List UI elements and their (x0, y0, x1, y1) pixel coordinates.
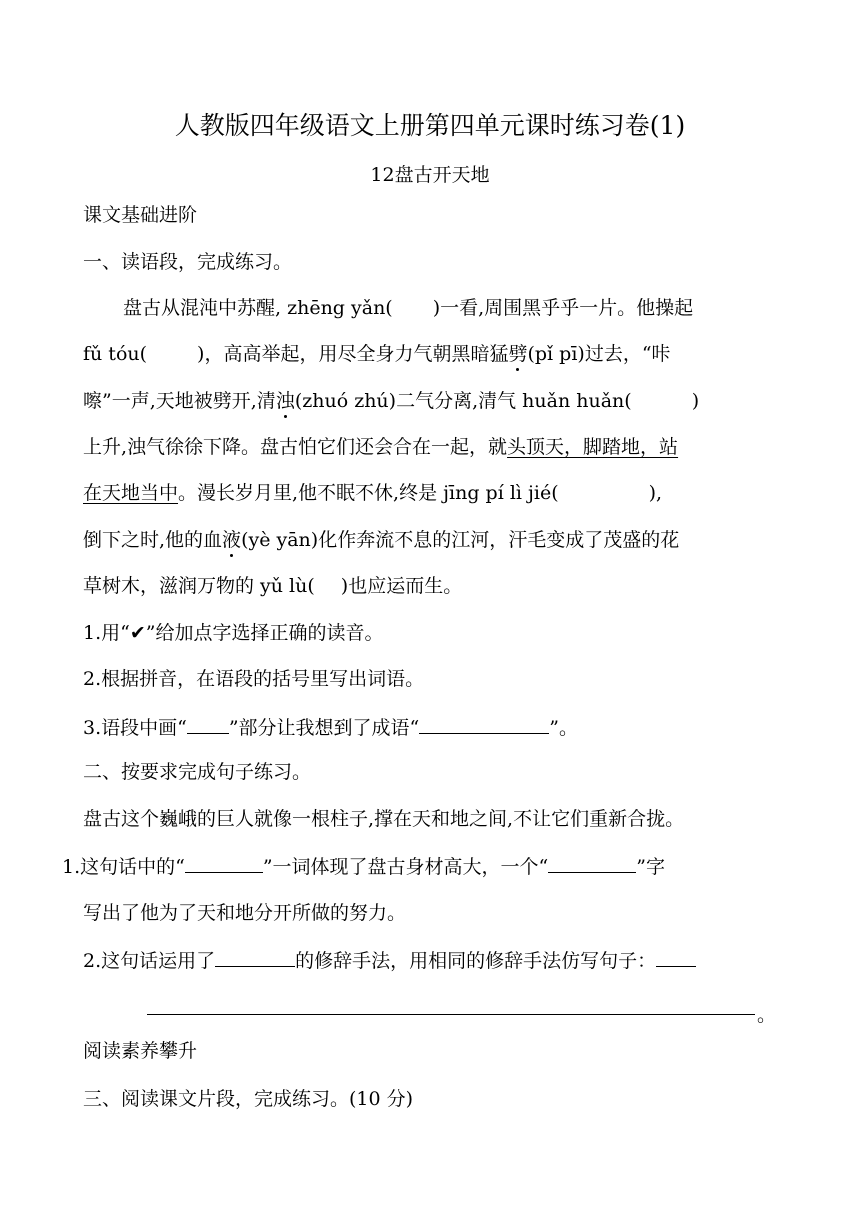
answer-blank[interactable] (419, 717, 549, 734)
answer-blank[interactable] (548, 856, 636, 873)
passage-text: 。漫长岁月里,他不眠不休,终是 jīng pí lì jié( (178, 482, 559, 504)
question-text: 的修辞手法，用相同的修辞手法仿写句子： (295, 950, 657, 972)
passage-text: 嚓”一声,天地被劈开,清 (83, 390, 276, 412)
dotted-character: 浊 (275, 390, 295, 412)
question-text: 1.这句话中的“ (62, 856, 185, 878)
passage-text: ) (691, 390, 700, 412)
question-2-1 (62, 856, 665, 877)
answer-blank[interactable] (215, 950, 295, 967)
question-1-heading: 一、读语段，完成练习。 (83, 251, 293, 273)
question-1-3 (83, 717, 578, 738)
passage-text: 上升,浊气徐徐下降。盘古怕它们还会合在一起，就 (83, 436, 508, 458)
question-text: 2.这句话运用了 (83, 950, 216, 972)
underlined-phrase: 在天地当中 (83, 482, 179, 504)
question-1-2: 2.根据拼音，在语段的括号里写出词语。 (83, 668, 425, 690)
passage-text: (yè yān)化作奔流不息的江河，汗毛变成了茂盛的花 (241, 529, 680, 551)
passage-text: )也应运而生。 (340, 575, 463, 597)
section-heading-reading: 阅读素养攀升 (83, 1040, 198, 1062)
passage-text: (pǐ pī)过去，“咔 (527, 343, 671, 365)
answer-line[interactable] (147, 1014, 755, 1015)
question-text: ”。 (549, 717, 578, 739)
lesson-subtitle: 12盘古开天地 (370, 164, 490, 186)
passage-text: 盘古从混沌中苏醒, zhēng yǎn( (123, 297, 393, 319)
question-2-sentence: 盘古这个巍峨的巨人就像一根柱子,撑在天和地之间,不让它们重新合拢。 (83, 808, 685, 830)
passage-text: fǔ tóu( (83, 343, 148, 365)
underlined-phrase: 头顶天，脚踏地，站 (507, 436, 679, 458)
question-text: ”部分让我想到了成语“ (228, 717, 420, 739)
question-2-1-continued: 写出了他为了天和地分开所做的努力。 (83, 902, 407, 924)
passage-text: )一看,周围黑乎乎一片。他操起 (432, 297, 694, 319)
passage-line-2 (83, 345, 671, 364)
answer-blank[interactable] (187, 717, 229, 734)
dotted-character: 劈 (508, 343, 528, 365)
answer-blank[interactable] (656, 950, 696, 967)
sentence-period: 。 (757, 1004, 777, 1026)
question-text: 3.语段中画“ (83, 717, 187, 739)
passage-line-7 (83, 577, 462, 596)
passage-line-3 (83, 392, 699, 411)
question-3-heading: 三、阅读课文片段，完成练习。(10 分) (83, 1088, 414, 1110)
answer-blank[interactable] (185, 856, 263, 873)
question-text: ”一词体现了盘古身材高大，一个“ (262, 856, 549, 878)
question-text: ”字 (636, 856, 665, 878)
passage-line-6 (83, 531, 679, 550)
question-2-heading: 二、按要求完成句子练习。 (83, 761, 312, 783)
passage-line-1 (123, 299, 693, 318)
passage-line-5 (83, 484, 662, 503)
passage-text: 倒下之时,他的血 (83, 529, 223, 551)
passage-text: )，高高举起，用尽全身力气朝黑暗猛 (197, 343, 509, 365)
passage-line-4 (83, 438, 678, 457)
dotted-character: 液 (222, 529, 242, 551)
passage-text: (zhuó zhú)二气分离,清气 huǎn huǎn( (294, 390, 632, 412)
question-2-2 (83, 950, 696, 971)
page-title: 人教版四年级语文上册第四单元课时练习卷(1) (174, 111, 686, 140)
section-heading-basics: 课文基础进阶 (83, 204, 198, 226)
question-1-1: 1.用“✔”给加点字选择正确的读音。 (83, 622, 384, 644)
passage-text: 草树木，滋润万物的 yǔ lù( (83, 575, 315, 597)
passage-text: ), (648, 482, 663, 504)
